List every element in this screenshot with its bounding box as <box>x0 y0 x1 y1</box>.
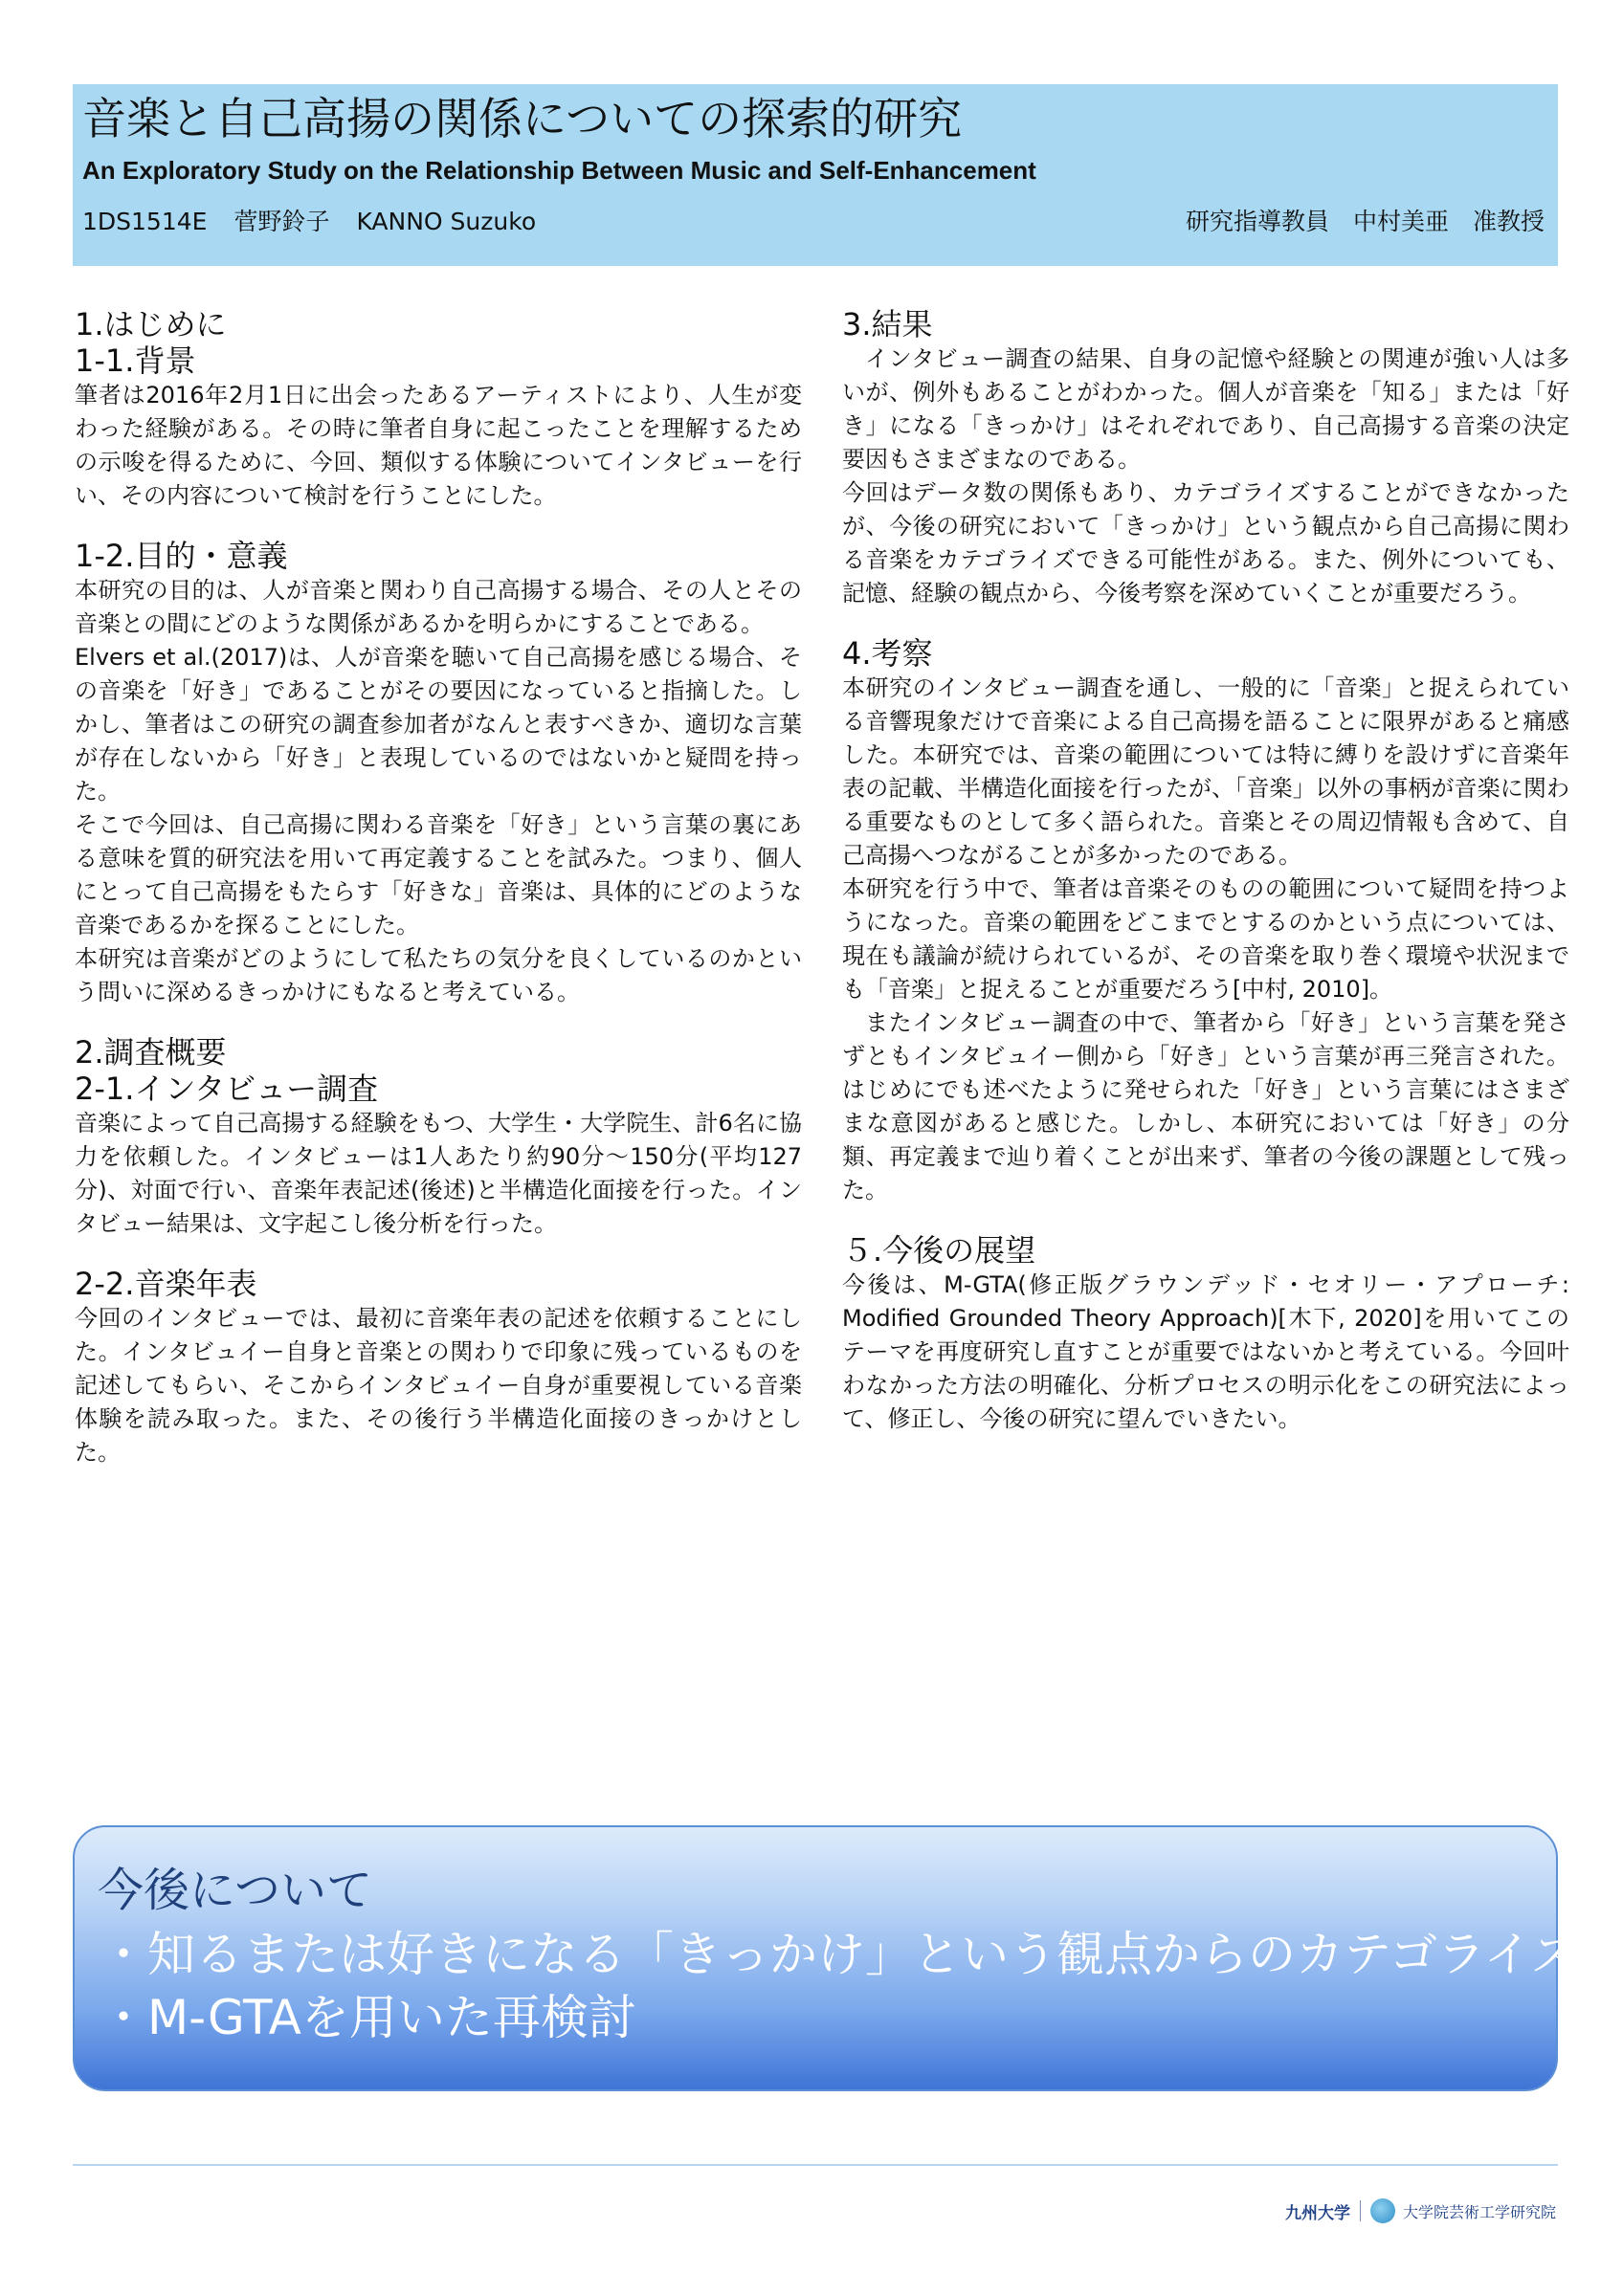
discussion-text-3: またインタビュー調査の中で、筆者から「好き」という言葉を発さずともインタビュイー側から「好き」という言葉が再三発言された。はじめにでも述べたように発せられた「好き」という言葉にはさまざまな意図があると感じた。しかし、本研究においては「好き」の分類、再定義まで辿り着くことが出来ず、筆者の今後の課題として残った。 <box>842 1009 1569 1203</box>
footer-divider <box>73 2164 1558 2166</box>
section-results <box>842 306 1569 610</box>
footer-separator <box>1360 2200 1361 2221</box>
section-survey <box>75 1034 802 1241</box>
advisor: 研究指導教員 中村美亜 准教授 <box>1185 208 1545 235</box>
author-name-en: KANNO Suzuko <box>356 208 537 235</box>
section-chronology <box>75 1266 802 1469</box>
outlook-text: 今後は、M-GTA(修正版グラウンデッド・セオリー・アプローチ: Modified Grounded Theory Approach)[木下, 2020]を用いてこのテーマを再度研究し直すことが重要ではないかと考えている。今回叶わなかった方法の明確化、分析プロセスの明示化をこの研究法によって、修正し、今後の研究に望んでいきたい。 <box>842 1271 1569 1432</box>
discussion-text-2: 本研究を行う中で、筆者は音楽そのものの範囲について疑問を持つようになった。音楽の範囲をどこまでとするのかという点については、現在も議論が続けられているが、その音楽を取り巻く環境や状況までも「音楽」と捉えることが重要だろう[中村, 2010]。 <box>842 875 1569 1003</box>
section-outlook <box>842 1232 1569 1436</box>
results-text-1: インタビュー調査の結果、自身の記憶や経験との関連が強い人は多いが、例外もあることがわかった。個人が音楽を「知る」または「好き」になる「きっかけ」はそれぞれであり、自己高揚する音楽の決定要因もさまざまなのである。 <box>842 345 1569 473</box>
footer-logo <box>1285 2197 1556 2225</box>
heading-purpose: 1-2.目的・意義 <box>75 538 288 574</box>
right-column <box>842 306 1569 1461</box>
purpose-text-3: そこで今回は、自己高揚に関わる音楽を「好き」という言葉の裏にある意味を質的研究法を用いて再定義することを試みた。つまり、個人にとって自己高揚をもたらす「好きな」音楽は、具体的にどのような音楽であるかを探ることにした。 <box>75 811 802 938</box>
heading-discussion: 4.考察 <box>842 635 933 672</box>
student-id: 1DS1514E <box>82 208 208 235</box>
chronology-text: 今回のインタビューでは、最初に音楽年表の記述を依頼することにした。インタビュイー自身と音楽との関わりで印象に残っているものを記述してもらい、そこからインタビュイー自身が重要視している音楽体験を読み取った。また、その後行う半構造化面接のきっかけとした。 <box>75 1305 802 1466</box>
section-intro <box>75 306 802 513</box>
purpose-text-1: 本研究の目的は、人が音楽と関わり自己高揚する場合、その人とその音楽との間にどのような関係があるかを明らかにすることである。 <box>75 577 802 637</box>
summary-title: 今後について <box>98 1864 373 1917</box>
author-line <box>82 205 563 239</box>
poster-header <box>73 84 1558 266</box>
school-emblem-icon <box>1370 2198 1395 2223</box>
heading-interview: 2-1.インタビュー調査 <box>75 1071 379 1107</box>
interview-text: 音楽によって自己高揚する経験をもつ、大学生・大学院生、計6名に協力を依頼した。インタビューは1人あたり約90分～150分(平均127分)、対面で行い、音楽年表記述(後述)と半構造化面接を行った。インタビュー結果は、文字起こし後分析を行った。 <box>75 1110 802 1237</box>
summary-item-1: ・知るまたは好きになる「きっかけ」という観点からのカテゴライズ <box>100 1927 1579 1982</box>
heading-survey: 2.調査概要 <box>75 1034 227 1071</box>
heading-chronology: 2-2.音楽年表 <box>75 1266 257 1302</box>
left-column <box>75 306 802 1494</box>
section-discussion <box>842 635 1569 1207</box>
heading-background: 1-1.背景 <box>75 342 196 379</box>
title-english: An Exploratory Study on the Relationship Between Music and Self-Enhancement <box>82 156 1036 185</box>
heading-results: 3.結果 <box>842 306 933 342</box>
author-name-ja: 菅野鈴子 <box>233 208 330 235</box>
purpose-text-4: 本研究は音楽がどのようにして私たちの気分を良くしているのかという問いに深めるきっかけにもなると考えている。 <box>75 945 802 1005</box>
discussion-text-1: 本研究のインタビュー調査を通し、一般的に「音楽」と捉えられている音響現象だけで音楽による自己高揚を語ることに限界があると痛感した。本研究では、音楽の範囲については特に縛りを設けずに音楽年表の記載、半構造化面接を行ったが、「音楽」以外の事柄が音楽に関わる重要なものとして多く語られた。音楽とその周辺情報も含めて、自己高揚へつながることが多かったのである。 <box>842 674 1569 869</box>
heading-intro: 1.はじめに <box>75 306 227 342</box>
purpose-text-2: Elvers et al.(2017)は、人が音楽を聴いて自己高揚を感じる場合、その音楽を「好き」であることがその要因になっていると指摘した。しかし、筆者はこの研究の調査参加者がなんと表すべきか、適切な言葉が存在しないから「好き」と表現しているのではないかと疑問を持った。 <box>75 644 802 805</box>
future-summary-box <box>73 1825 1579 2091</box>
background-text: 筆者は2016年2月1日に出会ったあるアーティストにより、人生が変わった経験がある。その時に筆者自身に起こったことを理解するための示唆を得るために、今回、類似する体験についてインタビューを行い、その内容について検討を行うことにした。 <box>75 382 802 509</box>
heading-outlook: ５.今後の展望 <box>842 1232 1036 1269</box>
title-japanese: 音楽と自己高揚の関係についての探索的研究 <box>82 93 963 144</box>
results-text-2: 今回はデータ数の関係もあり、カテゴライズすることができなかったが、今後の研究において「きっかけ」という観点から自己高揚に関わる音楽をカテゴライズできる可能性がある。また、例外についても、記憶、経験の観点から、今後考察を深めていくことが重要だろう。 <box>842 479 1569 607</box>
school-name: 大学院芸術工学研究院 <box>1402 2202 1556 2221</box>
section-purpose <box>75 538 802 1009</box>
university-name: 九州大学 <box>1284 2203 1350 2223</box>
summary-item-2: ・M-GTAを用いた再検討 <box>100 1990 636 2045</box>
